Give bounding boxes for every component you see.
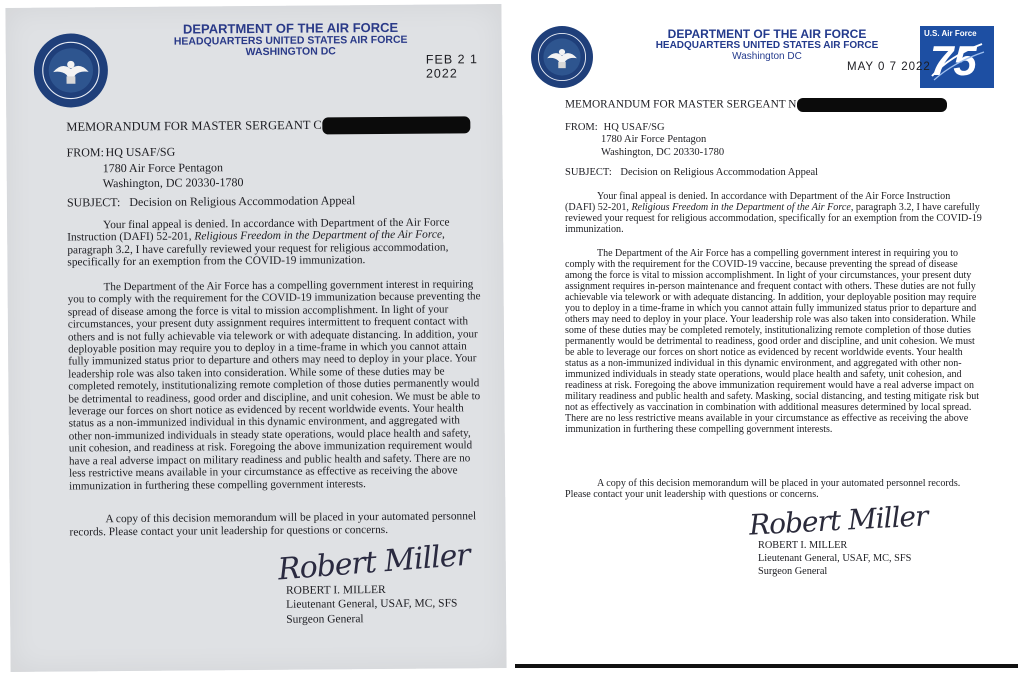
redaction-bar xyxy=(323,116,471,134)
from-line-2: 1780 Air Force Pentagon xyxy=(102,159,224,175)
subject-label: SUBJECT: xyxy=(66,195,121,210)
from-line-3: Washington, DC 20330-1780 xyxy=(601,146,725,158)
signer-title: Surgeon General xyxy=(286,612,364,626)
memo-for-line xyxy=(565,98,947,112)
subject-text: Decision on Religious Accommodation Appeal xyxy=(129,193,356,209)
signer-name: ROBERT I. MILLER xyxy=(758,540,848,551)
from-block xyxy=(565,122,724,159)
wing-icon xyxy=(920,26,994,88)
signature: Robert Miller xyxy=(276,537,471,588)
dod-seal-icon xyxy=(531,26,593,88)
paragraph-1-end: , paragraph 3.2, I have carefully reviewed your request for religious accommodation, specifically for an exemption from the COVID-19 immunization. xyxy=(565,202,982,235)
air-force-75th-badge xyxy=(920,26,994,88)
signature: Robert Miller xyxy=(748,499,929,542)
signature-block xyxy=(758,540,911,579)
letterhead-line3: Washington DC xyxy=(732,50,802,62)
from-line-1: HQ USAF/SG xyxy=(105,144,176,160)
dod-seal-icon xyxy=(34,33,109,108)
subject-line xyxy=(67,193,355,210)
signer-title: Surgeon General xyxy=(758,565,828,577)
letterhead-line1: DEPARTMENT OF THE AIR FORCE xyxy=(182,19,399,37)
badge-top-text: U.S. Air Force xyxy=(924,29,977,38)
date-stamp: MAY 0 7 2022 xyxy=(847,61,931,73)
memo-for-text: MEMORANDUM FOR MASTER SERGEANT N xyxy=(565,98,797,111)
subject-text: Decision on Religious Accommodation Appeal xyxy=(620,167,819,178)
signer-rank: Lieutenant General, USAF, MC, SFS xyxy=(286,597,458,612)
letterhead-line2: HEADQUARTERS UNITED STATES AIR FORCE xyxy=(655,39,879,51)
letterhead xyxy=(637,28,897,63)
from-line-3: Washington, DC 20330-1780 xyxy=(102,175,244,191)
memo-for-text: MEMORANDUM FOR MASTER SERGEANT C xyxy=(66,117,322,134)
signature-block xyxy=(286,582,458,626)
letterhead-line1: DEPARTMENT OF THE AIR FORCE xyxy=(667,27,867,41)
letterhead-line2: HEADQUARTERS UNITED STATES AIR FORCE xyxy=(173,33,408,48)
letterhead xyxy=(156,21,426,60)
from-block xyxy=(66,144,243,192)
dafi-title: Religious Freedom in the Department of the Air Force xyxy=(631,202,851,213)
paragraph-2: The Department of the Air Force has a compelling government interest in requiring you to comply with the requirement for the COVID-19 immunization because preventing the spread of disease among the force is vital to mission accomplishment. In light of your circumstances, your present duty assignment requires intermittent to frequent contact with others and is not fully achievable via telework or with adequate distancing. In addition, your deployable position may require you to deploy in a time-frame in which you cannot attain fully immunized status prior to departure and others may need to deploy in your place. Your leadership role was also taken into consideration. While some of these duties may be completed remotely, institutionalizing remote completion of those duties permanently would be detrimental to readiness, good order and discipline, and unit cohesion. We must be able to leverage our forces on short notice as evidenced by recent worldwide events. Your health status as a non-immunized individual in this dynamic environment, and aggregated with other non-immunized individuals in steady state operations, would place health and safety, unit cohesion, and readiness at risk. Foregoing the above immunization requirement would have a real adverse impact on military readiness and public health and safety. There are no less restrictive means available in your circumstance as effective as receiving the above immunization in furthering these compelling government interests. xyxy=(67,278,481,492)
letter-feb-2022 xyxy=(5,4,506,672)
from-line-1: HQ USAF/SG xyxy=(603,122,665,133)
memo-for-line xyxy=(66,116,470,136)
paragraph-1-end: , paragraph 3.2, I have carefully reviewed your request for religious accommodation, specifically for an exemption from the COVID-19 immunization. xyxy=(67,228,449,269)
letterhead-line3: WASHINGTON DC xyxy=(245,45,336,59)
scan-edge-divider xyxy=(515,664,1018,668)
paragraph-3: A copy of this decision memorandum will be placed in your automated personnel records. Please contact your unit leadership with questions or concerns. xyxy=(565,478,961,500)
paragraph-1 xyxy=(565,191,983,235)
signer-rank: Lieutenant General, USAF, MC, SFS xyxy=(758,552,912,564)
badge-number: 75 xyxy=(930,37,977,84)
subject-line xyxy=(565,167,818,178)
from-label: FROM: xyxy=(565,122,598,133)
paragraph-1-start: Your final appeal is denied. In accordance with Department of the Air Force Instruction (DAFI) 52-201, xyxy=(565,191,951,213)
subject-label: SUBJECT: xyxy=(565,167,612,178)
signer-name: ROBERT I. MILLER xyxy=(285,583,386,597)
paragraph-1-start: Your final appeal is denied. In accordance with Department of the Air Force Instruction (DAFI) 52-201, xyxy=(67,216,450,244)
from-line-2: 1780 Air Force Pentagon xyxy=(601,134,707,146)
letter-may-2022 xyxy=(517,10,1016,666)
dafi-title: Religious Freedom in the Department of the Air Force xyxy=(194,228,443,243)
paragraph-1 xyxy=(67,216,481,269)
paragraph-3: A copy of this decision memorandum will be placed in your automated personnel records. Please contact your unit leadership for questions or concerns. xyxy=(69,510,477,539)
date-stamp: FEB 2 1 2022 xyxy=(425,52,479,81)
from-label: FROM: xyxy=(66,145,104,160)
paragraph-2: The Department of the Air Force has a compelling government interest in requiring you to comply with the requirement for the COVID-19 vaccine, because preventing the spread of disease among the force is vital to mission accomplishment. In light of your circumstances, your present duty assignment requires in-person maintenance and frequent contact with others. These duties are not fully achievable via telework or with adequate distancing. In addition, your deployable position may require you to deploy in a time-frame in which you cannot attain fully immunized status prior to departure and others may need to deploy in your place. Your leadership role was also taken into consideration. While some of these duties may be completed remotely, institutionalizing remote completion of those duties permanently would be detrimental to readiness, good order and discipline, and unit cohesion. We must be able to leverage our forces on short notice as evidenced by recent worldwide events. Your health status as a non-immunized individual in this dynamic environment, and aggregated with other non-immunized individuals in steady state operations, would place health and safety, unit cohesion, and readiness at risk. Foregoing the above immunization requirement would have a real adverse impact on military readiness and public health and safety. Masking, social distancing, and testing mitigate risk but not as effectively as vaccination in combination with additional measures determined by local spread. There are no less restrictive means available in your circumstance as effective as receiving the above immunization in furthering these compelling government interests. xyxy=(565,248,979,435)
redaction-bar xyxy=(797,98,947,112)
